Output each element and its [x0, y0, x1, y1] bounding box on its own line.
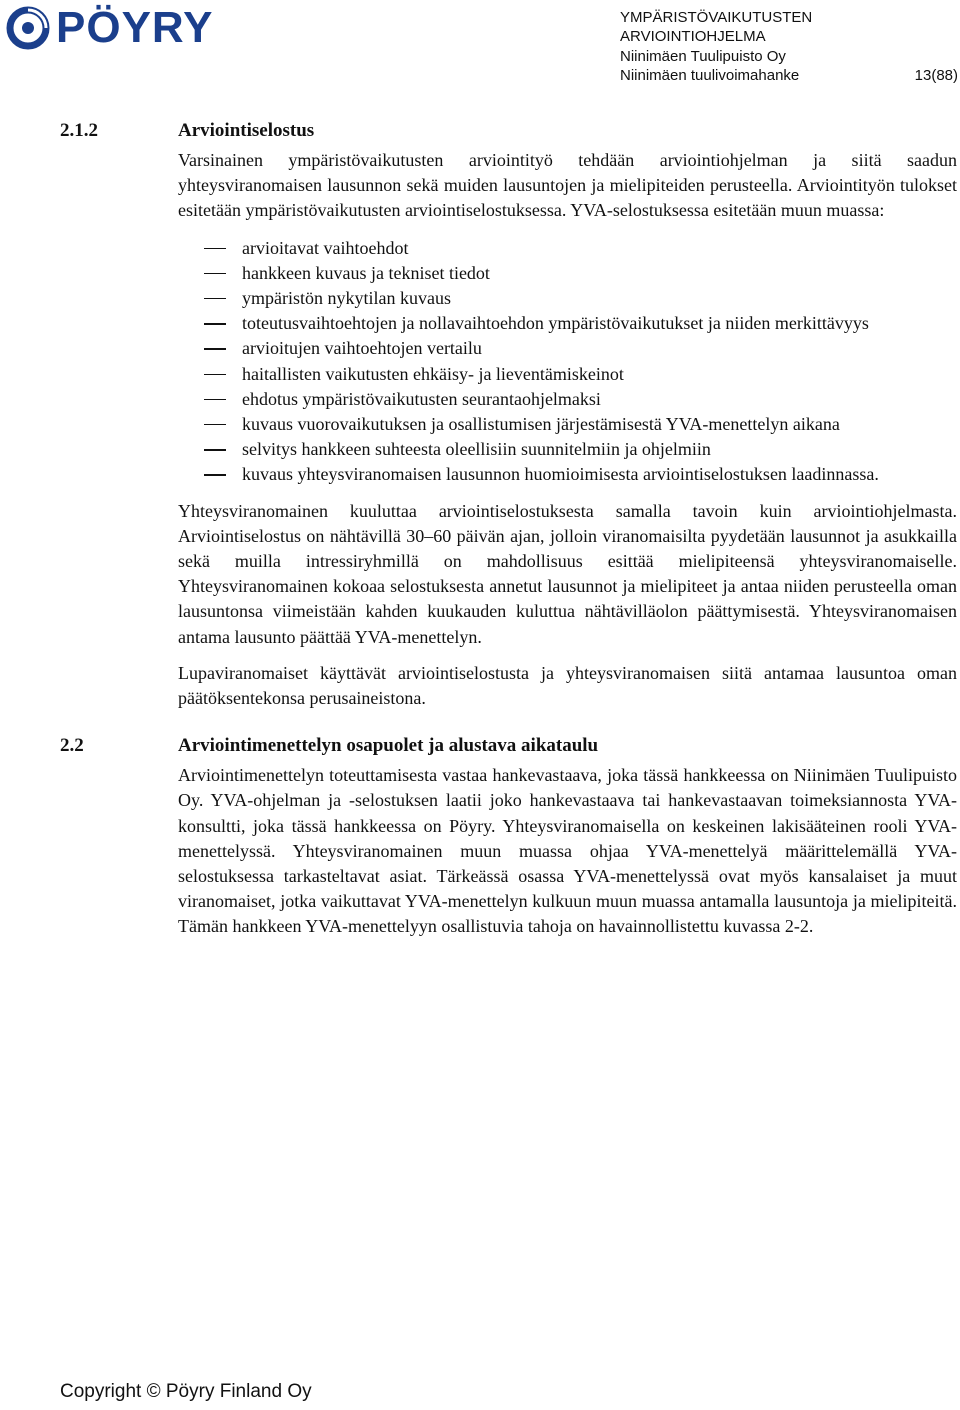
document-header: [620, 8, 960, 85]
paragraph-announcement: Yhteysviranomainen kuuluttaa arviointiselostuksesta samalla tavoin kuin arviointiohjelmasta. Arviointiselostus on nähtävillä 30–60 päivän ajan, jolloin viranomaisilta pyydetään lausunnot ja asukkailla sekä muilla intressiryhmillä on mahdollisuus esittää mielipiteensä yhteysviranomaiselle. Yhteysviranomainen kokoaa selostuksesta annetut lausunnot ja mielipiteet ja antaa niiden perusteella oman lausuntonsa viimeistään kahden kuukauden kuluttua nähtävilläolon päättymisestä. Yhteysviranomaisen antama lausunto päättää YVA-menettelyn.: [178, 500, 957, 647]
list-item: kuvaus yhteysviranomaisen lausunnon huomioimisesta arviointiselostuksen laadinnassa.: [60, 462, 957, 487]
header-line-document: ARVIOINTIOHJELMA: [620, 28, 766, 46]
section-heading-2-2: [60, 733, 957, 763]
list-item: selvitys hankkeen suhteesta oleellisiin suunnitelmiin ja ohjelmiin: [60, 437, 957, 462]
poyry-logo-icon: [6, 6, 50, 50]
list-item: kuvaus vuorovaikutuksen ja osallistumisen järjestämisestä YVA-menettelyn aikana: [60, 412, 957, 437]
footer-copyright: Copyright © Pöyry Finland Oy: [60, 1381, 312, 1402]
list-item: hankkeen kuvaus ja tekniset tiedot: [60, 261, 957, 286]
page-body: [60, 118, 957, 940]
list-item: ympäristön nykytilan kuvaus: [60, 286, 957, 311]
section-title: Arviointiselostus: [178, 120, 315, 141]
header-line-project: Niinimäen tuulivoimahanke: [620, 66, 800, 84]
paragraph-intro: Varsinainen ympäristövaikutusten arviointityö tehdään arviointiohjelman ja siitä saadun yhteysviranomaisen lausunnon sekä muiden lausuntojen ja mielipiteiden perusteella. Arviointityön tulokset esitetään ympäristövaikutusten arviointiselostuksessa. YVA-selostuksessa esitetään muun muassa:: [178, 150, 957, 221]
dash-list: [60, 236, 957, 488]
section-number: 2.1.2: [60, 120, 98, 141]
paragraph-parties: Arviointimenettelyn toteuttamisesta vastaa hankevastaava, joka tässä hankkeessa on Niinimäen Tuulipuisto Oy. YVA-ohjelman ja -selostuksen laatii joko hankevastaava tai hankevastaavan toimeksiannosta YVA-konsultti, joka tässä hankkeessa on Pöyry. Yhteysviranomaisella on keskeinen lakisääteinen rooli YVA-menettelyssä. Yhteysviranomainen muun muassa ohjaa YVA-menettelyä määrittelemällä YVA-selostuksessa tarkasteltavat asiat. Tärkeässä osassa YVA-menettelyssä ovat myös kansalaiset ja muut viranomaiset, jotka vaikuttavat YVA-menettelyn kulkuun muun muassa antamalla lausuntoja ja mielipiteitä. Tämän hankkeen YVA-menettelyyn osallistuvia tahoja on havainnollistettu kuvassa 2-2.: [178, 765, 957, 937]
section-heading-2-1-2: [60, 118, 957, 148]
paragraph-permit-authorities: Lupaviranomaiset käyttävät arviointiselostusta ja yhteysviranomaisen siitä antamaa lausuntoa oman päätöksentekonsa perusaineistona.: [178, 662, 957, 709]
logo-wordmark: PÖYRY: [56, 3, 214, 52]
header-line-company: Niinimäen Tuulipuisto Oy: [620, 47, 786, 65]
list-item: haitallisten vaikutusten ehkäisy- ja lieventämiskeinot: [60, 362, 957, 387]
list-item: ehdotus ympäristövaikutusten seurantaohjelmaksi: [60, 387, 957, 412]
company-logo: [6, 4, 213, 52]
list-item: arvioitavat vaihtoehdot: [60, 236, 957, 261]
section-title: Arviointimenettelyn osapuolet ja alustava aikataulu: [178, 735, 599, 757]
section-number: 2.2: [60, 735, 84, 757]
list-item: toteutusvaihtoehtojen ja nollavaihtoehdon ympäristövaikutukset ja niiden merkittävyys: [60, 311, 957, 336]
header-line-report-type: YMPÄRISTÖVAIKUTUSTEN: [620, 9, 813, 26]
list-item: arvioitujen vaihtoehtojen vertailu: [60, 336, 957, 361]
page-number: 13(88): [914, 66, 958, 84]
